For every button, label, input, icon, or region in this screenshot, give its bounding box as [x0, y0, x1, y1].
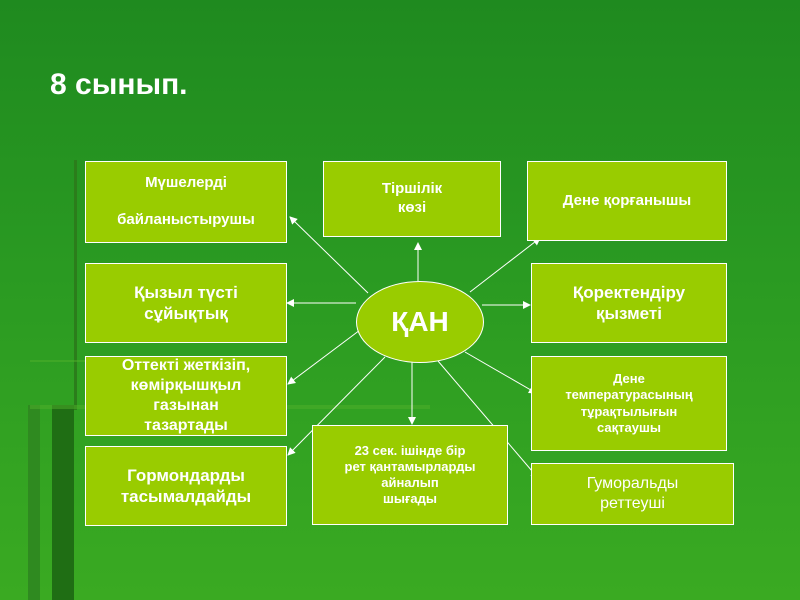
box-nutrition-function: Қоректендіру қызметі — [531, 263, 727, 343]
center-blood-node: ҚАН — [356, 281, 484, 363]
box-circulation-time: 23 сек. ішінде бір рет қантамырларды айналып шығады — [312, 425, 508, 525]
box-oxygen-delivery: Оттекті жеткізіп, көмірқышқыл газынан тазартады — [85, 356, 287, 436]
box-life-source: Тіршілік көзі — [323, 161, 501, 237]
arrow-to-box-7 — [465, 352, 536, 393]
box-hormone-transport: Гормондарды тасымалдайды — [85, 446, 287, 526]
box-red-liquid: Қызыл түсті сұйықтық — [85, 263, 287, 343]
arrow-to-box-6 — [288, 330, 360, 384]
arrow-to-box-3 — [470, 238, 540, 292]
box-temperature-stability: Дене температурасының тұрақтылығын сақтаушы — [531, 356, 727, 451]
slide-title: 8 сынып. — [50, 68, 188, 101]
box-body-protection: Дене қорғанышы — [527, 161, 727, 241]
box-organ-connector: Мүшелерді байланыстырушы — [85, 161, 287, 243]
box-humoral-regulator: Гуморальды реттеуші — [531, 463, 734, 525]
